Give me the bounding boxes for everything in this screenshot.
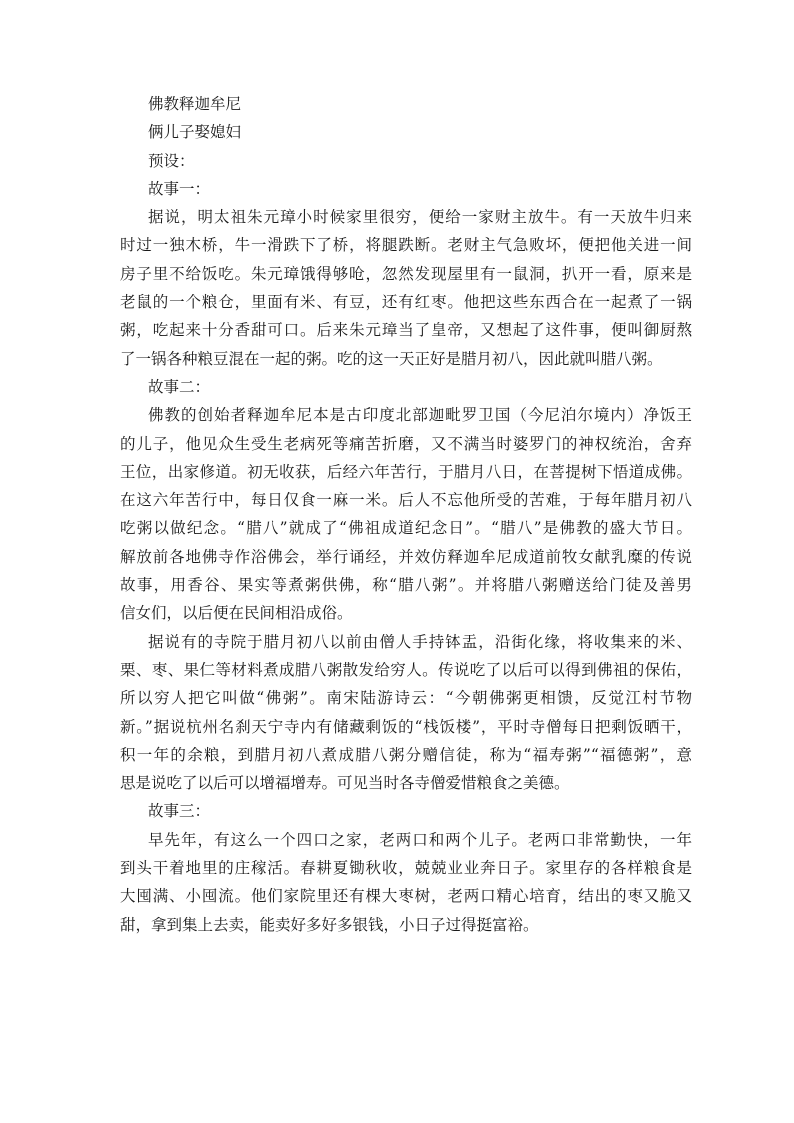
paragraph-line: 王位，出家修道。初无收获，后经六年苦行，于腊月八日，在菩提树下悟道成佛。 bbox=[120, 462, 692, 481]
paragraph-line: 粥，吃起来十分香甜可口。后来朱元璋当了皇帝，又想起了这件事，便叫御厨熬 bbox=[120, 321, 692, 340]
heading-line: 佛教释迦牟尼 bbox=[148, 95, 242, 113]
paragraph-line: 佛教的创始者释迦牟尼本是古印度北部迦毗罗卫国（今尼泊尔境内）净饭王 bbox=[148, 406, 692, 425]
paragraph-line: 甜，拿到集上去卖，能卖好多好多银钱，小日子过得挺富裕。 bbox=[120, 915, 539, 934]
paragraph-line: 据说有的寺院于腊月初八以前由僧人手持钵盂，沿街化缘，将收集来的米、 bbox=[148, 632, 692, 651]
document-page bbox=[120, 90, 692, 939]
paragraph-line: 房子里不给饭吃。朱元璋饿得够呛，忽然发现屋里有一鼠洞，扒开一看，原来是 bbox=[120, 264, 692, 283]
paragraph-line: 早先年，有这么一个四口之家，老两口和两个儿子。老两口非常勤快，一年 bbox=[148, 830, 692, 849]
story-heading: 故事二： bbox=[148, 377, 211, 396]
paragraph-line: 了一锅各种粮豆混在一起的粥。吃的这一天正好是腊月初八，因此就叫腊八粥。 bbox=[120, 349, 663, 368]
paragraph-line: 思是说吃了以后可以增福增寿。可见当时各寺僧爱惜粮食之美德。 bbox=[120, 774, 570, 793]
paragraph-line: 栗、枣、果仁等材料煮成腊八粥散发给穷人。传说吃了以后可以得到佛祖的保佑， bbox=[120, 660, 692, 679]
paragraph-line: 吃粥以做纪念。“腊八”就成了“佛祖成道纪念日”。“腊八”是佛教的盛大节日。 bbox=[120, 519, 692, 538]
paragraph-line: 据说，明太祖朱元璋小时候家里很穷，便给一家财主放牛。有一天放牛归来 bbox=[148, 208, 692, 227]
paragraph-line: 所以穷人把它叫做“佛粥”。南宋陆游诗云：“今朝佛粥更相馈，反觉江村节物 bbox=[120, 689, 692, 708]
story-heading: 故事一： bbox=[148, 179, 211, 198]
story-heading: 故事三： bbox=[148, 802, 211, 821]
paragraph-line: 时过一独木桥，牛一滑跌下了桥，将腿跌断。老财主气急败坏，便把他关进一间 bbox=[120, 236, 692, 255]
paragraph-line: 大囤满、小囤流。他们家院里还有棵大枣树，老两口精心培育，结出的枣又脆又 bbox=[120, 887, 692, 906]
paragraph-line: 到头干着地里的庄稼活。春耕夏锄秋收，兢兢业业奔日子。家里存的各样粮食是 bbox=[120, 859, 692, 878]
paragraph-line: 信女们，以后便在民间相沿成俗。 bbox=[120, 604, 353, 623]
section-label: 预设： bbox=[148, 151, 195, 170]
paragraph-line: 故事，用香谷、果实等煮粥供佛，称“腊八粥”。并将腊八粥赠送给门徒及善男 bbox=[120, 576, 692, 595]
paragraph-line: 新。”据说杭州名刹天宁寺内有储藏剩饭的“栈饭楼”，平时寺僧每日把剩饭晒干， bbox=[120, 717, 692, 736]
paragraph-line: 的儿子，他见众生受生老病死等痛苦折磨，又不满当时婆罗门的神权统治，舍弃 bbox=[120, 434, 692, 453]
paragraph-line: 解放前各地佛寺作浴佛会，举行诵经，并效仿释迦牟尼成道前牧女献乳糜的传说 bbox=[120, 547, 692, 566]
heading-line: 俩儿子娶媳妇 bbox=[148, 123, 242, 142]
paragraph-line: 在这六年苦行中，每日仅食一麻一米。后人不忘他所受的苦难，于每年腊月初八 bbox=[120, 491, 692, 510]
paragraph-line: 老鼠的一个粮仓，里面有米、有豆，还有红枣。他把这些东西合在一起煮了一锅 bbox=[120, 293, 692, 312]
paragraph-line: 积一年的余粮，到腊月初八煮成腊八粥分赠信徒，称为“福寿粥”“福德粥”，意 bbox=[120, 745, 692, 764]
